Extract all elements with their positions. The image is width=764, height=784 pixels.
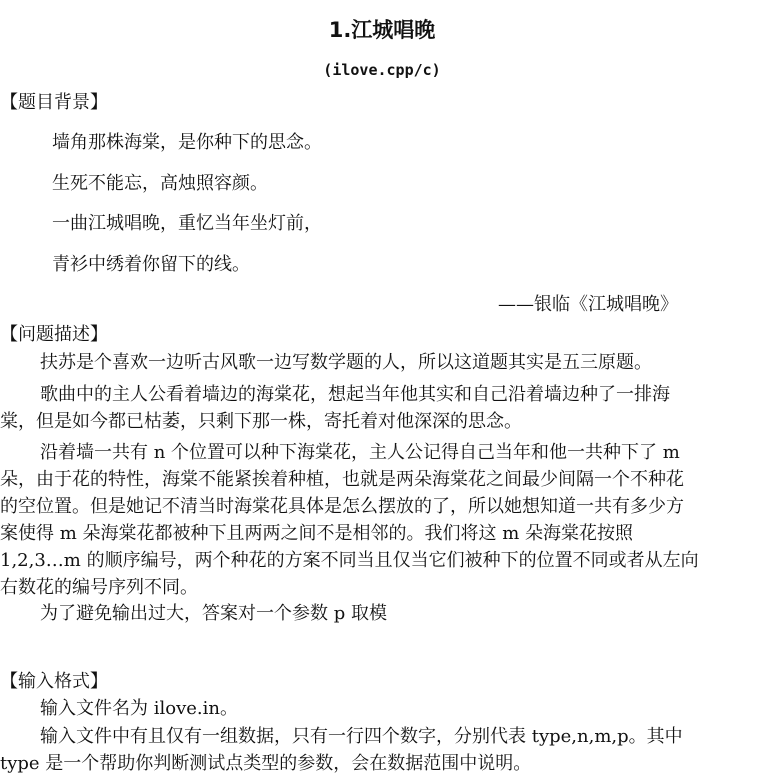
paragraph-line: 输入文件中有且仅有一组数据，只有一行四个数字，分别代表 type,n,m,p。其中 bbox=[40, 726, 683, 747]
poem-line: 墙角那株海棠，是你种下的思念。 bbox=[52, 132, 322, 153]
description-heading: 【问题描述】 bbox=[0, 324, 108, 345]
description-paragraph-3 bbox=[0, 439, 764, 601]
paragraph-line: 案使得 m 朵海棠花都被种下且两两之间不是相邻的。我们将这 m 朵海棠花按照 bbox=[0, 523, 634, 544]
file-name-subtitle: (ilove.cpp/c) bbox=[323, 61, 441, 79]
problem-title: 1.江城唱晚 bbox=[328, 18, 436, 42]
paragraph-line: 为了避免输出过大，答案对一个参数 p 取模 bbox=[40, 603, 387, 624]
paragraph-line: 扶苏是个喜欢一边听古风歌一边写数学题的人，所以这道题其实是五三原题。 bbox=[40, 352, 652, 373]
paragraph-line: 沿着墙一共有 n 个位置可以种下海棠花，主人公记得自己当年和他一共种下了 m bbox=[40, 442, 680, 463]
paragraph-line: 朵，由于花的特性，海棠不能紧挨着种植，也就是两朵海棠花之间最少间隔一个不种花 bbox=[0, 469, 684, 490]
paragraph-line: 的空位置。但是她记不清当时海棠花具体是怎么摆放的了，所以她想知道一共有多少方 bbox=[0, 496, 684, 517]
paragraph-line: 右数花的编号序列不同。 bbox=[0, 577, 198, 598]
paragraph-line: 棠，但是如今都已枯萎，只剩下那一株，寄托着对他深深的思念。 bbox=[0, 411, 522, 432]
input-format-paragraph-1 bbox=[0, 695, 764, 722]
paragraph-line: type 是一个帮助你判断测试点类型的参数，会在数据范围中说明。 bbox=[0, 753, 532, 774]
input-format-paragraph-2 bbox=[0, 723, 764, 777]
description-paragraph-4 bbox=[0, 600, 764, 627]
background-heading: 【题目背景】 bbox=[0, 92, 108, 113]
poem-credit: ——银临《江城唱晚》 bbox=[498, 294, 678, 315]
description-paragraph-1 bbox=[0, 349, 764, 376]
paragraph-line: 歌曲中的主人公看着墙边的海棠花，想起当年他其实和自己沿着墙边种了一排海 bbox=[40, 384, 670, 405]
description-paragraph-2 bbox=[0, 381, 764, 435]
poem-line: 一曲江城唱晚，重忆当年坐灯前， bbox=[52, 213, 322, 234]
poem-line: 青衫中绣着你留下的线。 bbox=[52, 254, 250, 275]
paragraph-line: 输入文件名为 ilove.in。 bbox=[40, 698, 238, 719]
poem-line: 生死不能忘，高烛照容颜。 bbox=[52, 173, 268, 194]
paragraph-line: 1,2,3…m 的顺序编号，两个种花的方案不同当且仅当它们被种下的位置不同或者从左向 bbox=[0, 550, 699, 571]
input-format-heading: 【输入格式】 bbox=[0, 671, 108, 692]
